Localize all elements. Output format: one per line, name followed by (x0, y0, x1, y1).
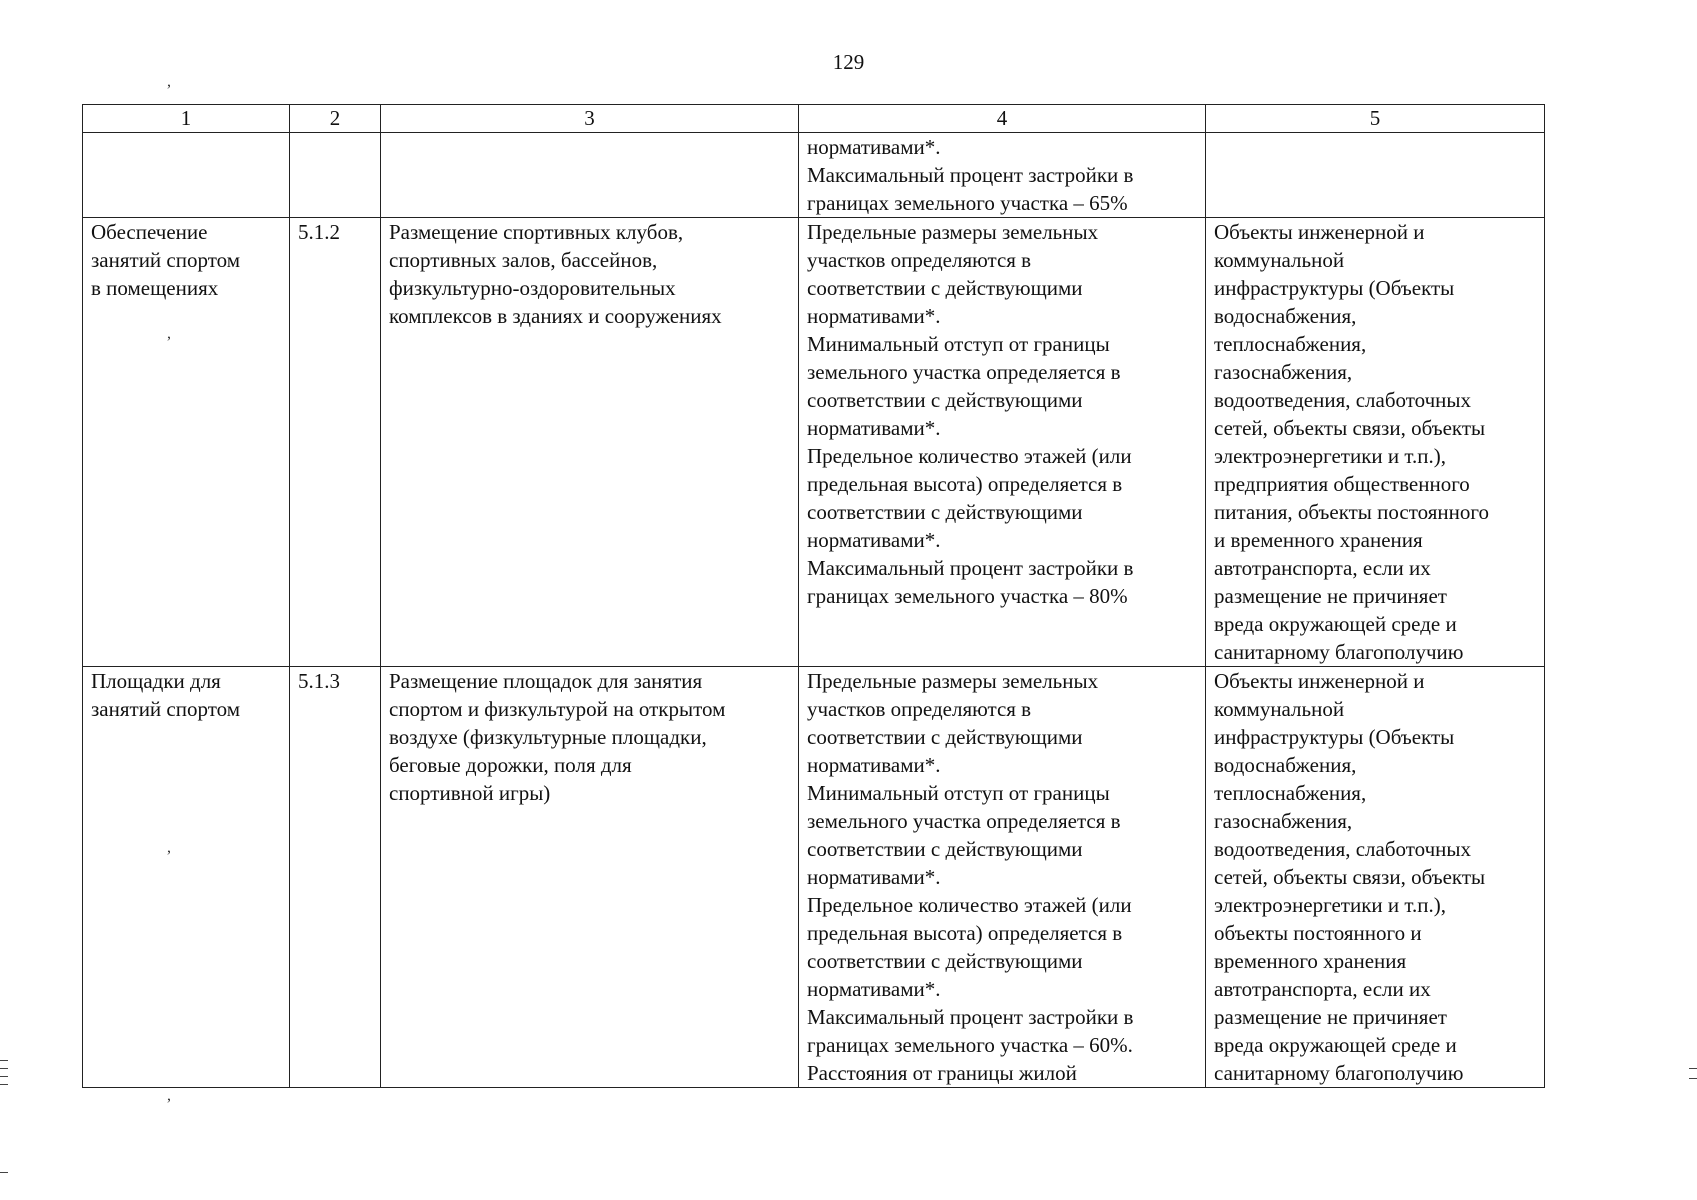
land-use-code-cell (290, 133, 381, 218)
scan-edge-mark (1689, 1078, 1697, 1079)
scan-edge-mark (0, 1076, 8, 1077)
land-parameters-cell: Предельные размеры земельных участков определяются в соответствии с действующими нормативами*. Минимальный отступ от границы земельного участка определяется в соответствии с действующими нормативами*. Предельное количество этажей (или предельная высота) определяется в соответствии с действующими нормативами*. Максимальный процент застройки в границах земельного участка – 60%. Расстояния от границы жилой (799, 667, 1206, 1088)
scan-edge-mark (0, 1084, 8, 1085)
column-header: 1 (83, 105, 290, 133)
scan-speck: , (167, 325, 171, 342)
land-use-description-cell: Размещение площадок для занятия спортом и физкультурой на открытом воздухе (физкультурные площадки, беговые дорожки, поля для спортивной игры) (381, 667, 799, 1088)
table-header-row (83, 105, 1545, 133)
auxiliary-uses-cell: Объекты инженерной и коммунальной инфраструктуры (Объекты водоснабжения, теплоснабжения, газоснабжения, водоотведения, слаботочных сетей, объекты связи, объекты электроэнергетики и т.п.), предприятия общественного питания, объекты постоянного и временного хранения автотранспорта, если их размещение не причиняет вреда окружающей среде и санитарному благополучию (1206, 218, 1545, 667)
land-use-name-cell: Площадки для занятий спортом (83, 667, 290, 1088)
scan-speck: , (167, 1087, 171, 1104)
column-header: 5 (1206, 105, 1545, 133)
column-header: 4 (799, 105, 1206, 133)
page-number: 129 (832, 50, 865, 74)
land-use-code-cell: 5.1.3 (290, 667, 381, 1088)
scan-speck: , (167, 839, 171, 856)
auxiliary-uses-cell: Объекты инженерной и коммунальной инфраструктуры (Объекты водоснабжения, теплоснабжения, газоснабжения, водоотведения, слаботочных сетей, объекты связи, объекты электроэнергетики и т.п.), объекты постоянного и временного хранения автотранспорта, если их размещение не причиняет вреда окружающей среде и санитарному благополучию (1206, 667, 1545, 1088)
zoning-regulations-table (82, 104, 1545, 1088)
scan-edge-mark (1689, 1068, 1697, 1069)
scan-speck: , (167, 73, 171, 90)
land-use-description-cell (381, 133, 799, 218)
column-header: 3 (381, 105, 799, 133)
table-row (83, 667, 1545, 1088)
land-use-description-cell: Размещение спортивных клубов, спортивных залов, бассейнов, физкультурно-оздоровительных комплексов в зданиях и сооружениях (381, 218, 799, 667)
land-use-code-cell: 5.1.2 (290, 218, 381, 667)
land-use-name-cell (83, 133, 290, 218)
scan-edge-mark (0, 1060, 8, 1061)
auxiliary-uses-cell (1206, 133, 1545, 218)
table-row (83, 133, 1545, 218)
column-header: 2 (290, 105, 381, 133)
land-use-name-cell: Обеспечение занятий спортом в помещениях (83, 218, 290, 667)
scan-edge-mark (0, 1068, 8, 1069)
scan-edge-mark (0, 1172, 8, 1173)
table-row (83, 218, 1545, 667)
land-parameters-cell: нормативами*. Максимальный процент застройки в границах земельного участка – 65% (799, 133, 1206, 218)
land-parameters-cell: Предельные размеры земельных участков определяются в соответствии с действующими нормативами*. Минимальный отступ от границы земельного участка определяется в соответствии с действующими нормативами*. Предельное количество этажей (или предельная высота) определяется в соответствии с действующими нормативами*. Максимальный процент застройки в границах земельного участка – 80% (799, 218, 1206, 667)
